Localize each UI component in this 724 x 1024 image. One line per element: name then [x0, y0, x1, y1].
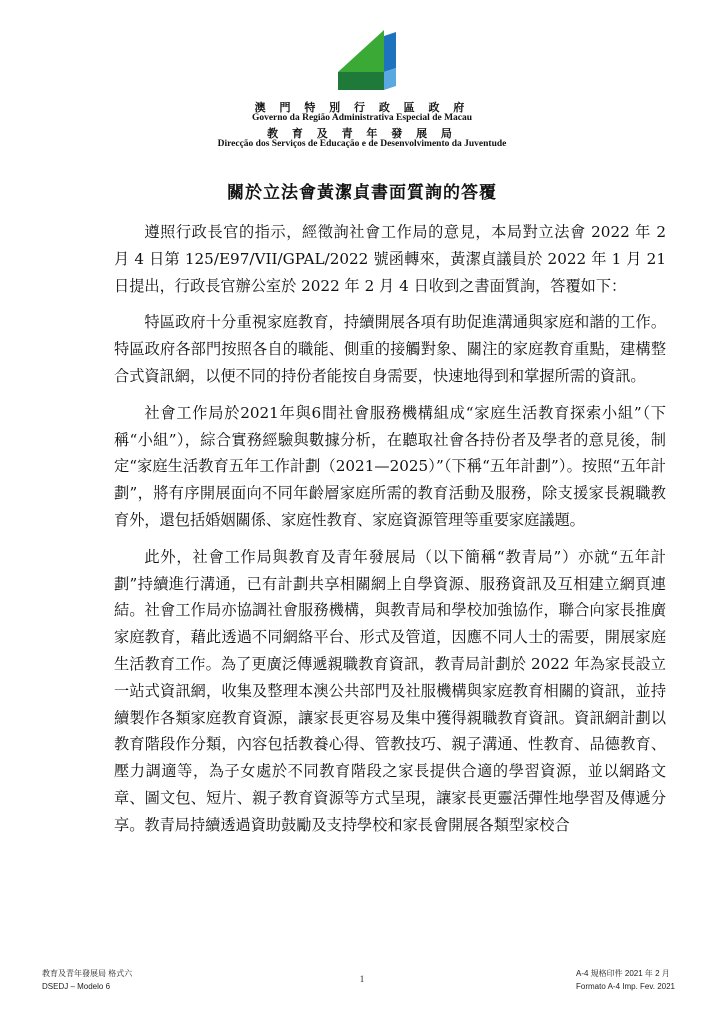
footer-format-zh: A-4 規格印件 2021 年 2 月 — [576, 969, 670, 978]
header-government-zh: 澳 門 特 別 行 政 區 政 府 — [254, 101, 470, 114]
document-title: 關於立法會黃潔貞書面質詢的答覆 — [227, 183, 497, 203]
document-body — [114, 219, 666, 849]
footer-form-zh: 教育及青年發展局 格式六 — [42, 969, 133, 978]
dsedj-logo — [336, 28, 398, 90]
paragraph-2: 特區政府十分重視家庭教育，持續開展各項有助促進溝通與家庭和諧的工作。特區政府各部門按照各自的職能、側重的接觸對象、關注的家庭教育重點，建構整合式資訊網，以便不同的持份者能按自身需要，快速地得到和掌握所需的資訊。 — [114, 313, 666, 385]
header-bureau-pt: Direcção dos Serviços de Educação e de Desenvolvimento da Juventude — [217, 139, 507, 149]
paragraph-3: 社會工作局於2021年與6間社會服務機構組成“家庭生活教育探索小組”（下稱“小組”），綜合實務經驗與數據分析，在聽取社會各持份者及學者的意見後，制定“家庭生活教育五年工作計劃（2021—2025）”（下稱“五年計劃”）。按照“五年計劃”，將有序開展面向不同年齡層家庭所需的教育活動及服務，除支援家長親職教育外，還包括婚姻關係、家庭性教育、家庭資源管理等重要家庭議題。 — [114, 403, 666, 529]
paragraph-1: 遵照行政長官的指示，經徵詢社會工作局的意見，本局對立法會 2022 年 2 月 4 日第 125/E97/VII/GPAL/2022 號函轉來，黃潔貞議員於 2022 年 1 月 21 日提出，行政長官辦公室於 2022 年 2 月 4 日收到之書面質詢，答覆如下： — [114, 223, 666, 295]
footer-form-pt: DSEDJ – Modelo 6 — [42, 982, 111, 991]
page-number: 1 — [359, 974, 365, 984]
footer-right — [576, 967, 675, 993]
footer-format-pt: Formato A-4 Imp. Fev. 2021 — [576, 982, 676, 991]
header-bureau-zh: 教 育 及 青 年 發 展 局 — [267, 127, 457, 140]
header-government-pt: Governo da Região Administrativa Especial de Macau — [251, 113, 473, 123]
paragraph-4: 此外，社會工作局與教育及青年發展局（以下簡稱“教青局”）亦就“五年計劃”持續進行溝通，已有計劃共享相關網上自學資源、服務資訊及互相建立網頁連結。社會工作局亦協調社會服務機構，與教青局和學校加強協作，聯合向家長推廣家庭教育，藉此透過不同網絡平台、形式及管道，因應不同人士的需要，開展家庭生活教育工作。為了更廣泛傳遞親職教育資訊，教青局計劃於 2022 年為家長設立一站式資訊網，收集及整理本澳公共部門及社服機構與家庭教育相關的資訊，並持續製作各類家庭教育資源，讓家長更容易及集中獲得親職教育資訊。資訊網計劃以教育階段作分類，內容包括教養心得、管教技巧、親子溝通、性教育、品德教育、壓力調適等，為子女處於不同教育階段之家長提供合適的學習資源，並以網路文章、圖文包、短片、親子教育資源等方式呈現，讓家長更靈活彈性地學習及傳遞分享。教青局持續透過資助鼓勵及支持學校和家長會開展各類型家校合 — [114, 547, 666, 834]
